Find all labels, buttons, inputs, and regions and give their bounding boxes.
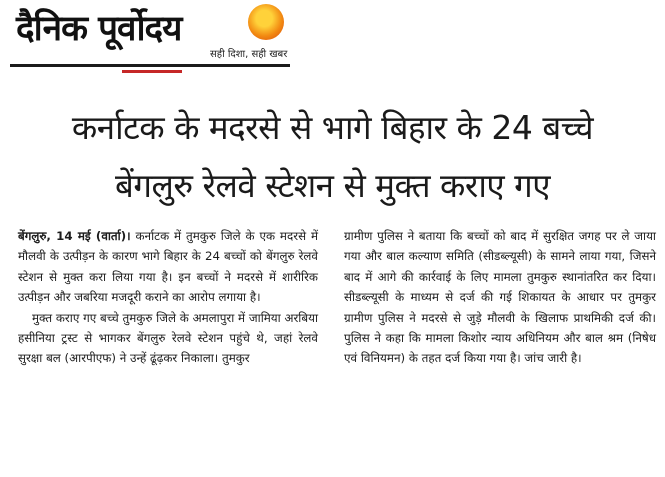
sun-logo-icon [248,4,284,40]
masthead-accent-divider [122,70,182,73]
newspaper-tagline: सही दिशा, सही खबर [210,49,288,60]
paragraph-text: कर्नाटक में तुमकुरु जिले के एक मदरसे में मौलवी के उत्पीड़न के कारण भागे बिहार के 24 बच्चों को बेंगलुरु रेलवे स्टेशन से मुक्त करा लिया गया है। इन बच्चों ने मदरसे में शारीरिक उत्पीड़न और जबरिया मजदूरी कराने का आरोप लगाया है। [18,229,318,305]
article-column-left [18,226,318,369]
headline-line-2: बेंगलुरु रेलवे स्टेशन से मुक्त कराए गए [115,166,550,205]
masthead-logo [10,4,300,76]
article-paragraph: मुक्त कराए गए बच्चे तुमकुरु जिले के अमलापुरा में जामिया अरबिया हसीनिया ट्रस्ट से भागकर बेंगलुरु रेलवे स्टेशन पहुंचे थे, जहां रेलवे सुरक्षा बल (आरपीएफ) ने उन्हें ढूंढ़कर निकाला। तुमकुर [18,310,318,366]
article-column-right [344,226,656,369]
dateline: बेंगलुरु, 14 मई (वार्ता)। [18,229,131,243]
headline-line-1: कर्नाटक के मदरसे से भागे बिहार के 24 बच्चे [71,108,594,147]
article-paragraph [18,226,318,308]
article-paragraph: ग्रामीण पुलिस ने बताया कि बच्चों को बाद में सुरक्षित जगह पर ले जाया गया और बाल कल्याण समिति (सीडब्ल्यूसी) के सामने लाया गया, जिसने बाद में आगे की कार्रवाई के लिए मामला तुमकुरु स्थानांतरित कर दिया। सीडब्ल्यूसी के माध्यम से दर्ज की गई शिकायत के आधार पर तुमकुर ग्रामीण पुलिस ने मदरसे से जुड़े मौलवी के खिलाफ प्राथमिकी दर्ज की। पुलिस ने कहा कि मामला किशोर न्याय अधिनियम और बाल श्रम (निषेध एवं विनियमन) के तहत दर्ज किया गया है। जांच जारी है। [344,229,656,366]
newspaper-title: दैनिक पूर्वोदय [16,9,182,49]
masthead-divider [10,64,290,67]
